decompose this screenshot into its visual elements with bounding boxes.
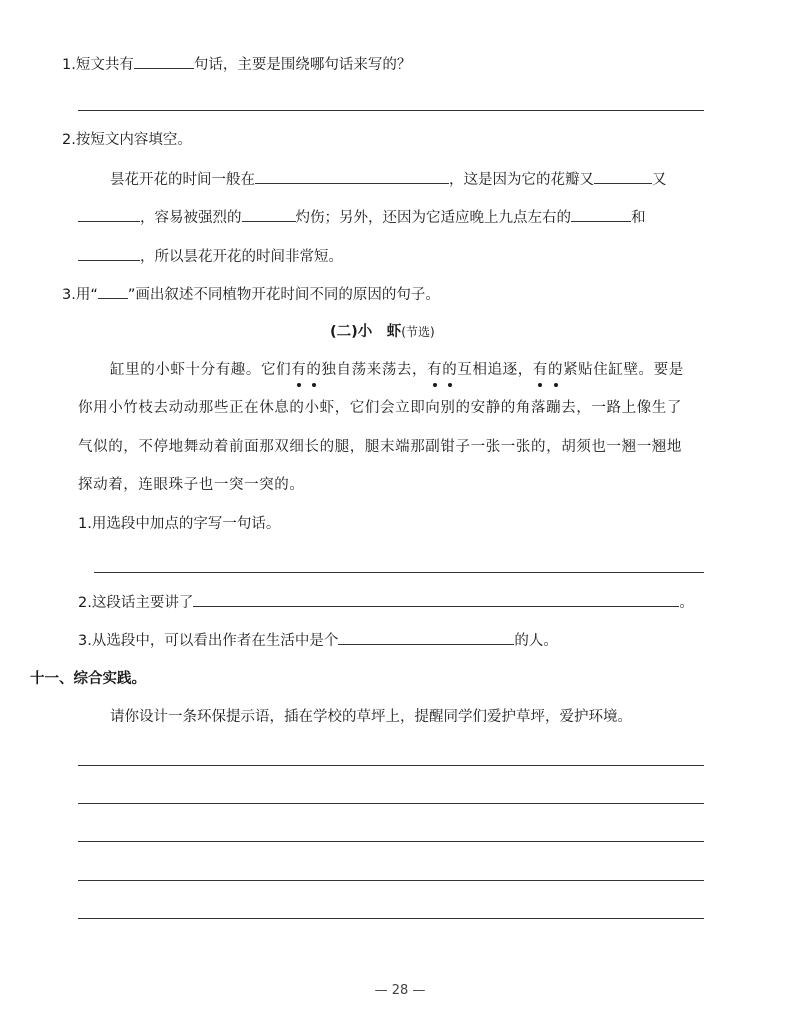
answer-blank[interactable] bbox=[255, 169, 449, 184]
question-text: 句话，主要是围绕哪句话来写的？ bbox=[193, 57, 412, 73]
answer-line[interactable] bbox=[78, 765, 704, 766]
answer-blank[interactable] bbox=[134, 54, 194, 69]
underline-sample bbox=[98, 284, 128, 299]
passage-line-1 bbox=[110, 360, 684, 380]
dotted-char: 的 bbox=[442, 362, 458, 378]
fill-text: 又 bbox=[652, 172, 667, 188]
answer-line[interactable] bbox=[78, 880, 704, 881]
answer-blank[interactable] bbox=[193, 592, 679, 607]
fill-text: 和 bbox=[631, 210, 646, 226]
section-note: (节选) bbox=[401, 325, 435, 339]
question-text: 。 bbox=[679, 595, 694, 611]
dotted-char: 有 bbox=[532, 362, 548, 378]
answer-line[interactable] bbox=[78, 841, 704, 842]
question-number: 1. bbox=[78, 516, 92, 532]
sub-question-1 bbox=[78, 514, 280, 534]
dotted-char: 的 bbox=[547, 362, 564, 378]
question-number: 3. bbox=[78, 633, 92, 649]
dotted-char: 有 bbox=[291, 362, 307, 378]
answer-blank[interactable] bbox=[78, 207, 140, 222]
dotted-char: 的 bbox=[306, 362, 322, 378]
answer-line[interactable] bbox=[94, 572, 704, 573]
fill-text: ，这是因为它的花瓣又 bbox=[449, 172, 594, 188]
fill-text: 昙花开花的时间一般在 bbox=[110, 172, 255, 188]
sub-question-3 bbox=[78, 630, 558, 651]
answer-line[interactable] bbox=[78, 110, 704, 111]
section-title bbox=[330, 322, 435, 342]
question-text: 从选段中，可以看出作者在生活中是个 bbox=[91, 633, 339, 649]
question-text: 短文共有 bbox=[75, 57, 134, 73]
section-11-prompt: 请你设计一条环保提示语，插在学校的草坪上，提醒同学们爱护草坪，爱护环境。 bbox=[110, 709, 632, 725]
page-number: — 28 — bbox=[374, 983, 426, 998]
answer-blank[interactable] bbox=[594, 169, 652, 184]
fill-text: ，所以昙花开花的时间非常短。 bbox=[140, 249, 343, 265]
question-text: ”画出叙述不同植物开花时间不同的原因的句子。 bbox=[127, 287, 440, 303]
answer-blank[interactable] bbox=[78, 246, 140, 261]
question-number: 1. bbox=[62, 57, 76, 73]
fill-line-2 bbox=[78, 207, 646, 228]
fill-line-1 bbox=[110, 169, 667, 190]
sub-question-2 bbox=[78, 592, 694, 613]
question-text: 这段话主要讲了 bbox=[91, 595, 194, 611]
passage-text: 独自荡来荡去， bbox=[321, 362, 428, 378]
section-11-title: 十一、综合实践。 bbox=[30, 671, 146, 687]
passage-text: 互相追逐， bbox=[457, 362, 533, 378]
question-text: 按短文内容填空。 bbox=[75, 132, 192, 148]
passage-text: 紧贴住缸壁。要是 bbox=[563, 362, 684, 378]
fill-text: ，容易被强烈的 bbox=[140, 210, 242, 226]
section-title-text: (二)小 虾 bbox=[330, 324, 402, 340]
answer-line[interactable] bbox=[78, 918, 704, 919]
fill-text: 灼伤；另外，还因为它适应晚上九点左右的 bbox=[295, 210, 571, 226]
passage-text: 缸里的小虾十分有趣。它们 bbox=[110, 362, 292, 378]
passage-line-4: 探动着，连眼珠子也一突一突的。 bbox=[78, 477, 305, 493]
passage-line-3: 气似的，不停地舞动着前面那双细长的腿，腿末端那副钳子一张一张的，胡须也一翘一翘地 bbox=[78, 439, 682, 455]
answer-blank[interactable] bbox=[571, 207, 631, 222]
fill-line-3 bbox=[78, 246, 343, 267]
question-text: 用选段中加点的字写一句话。 bbox=[91, 516, 281, 532]
question-number: 2. bbox=[78, 595, 92, 611]
dotted-char: 有 bbox=[427, 362, 443, 378]
question-3 bbox=[62, 284, 440, 305]
question-1 bbox=[62, 54, 411, 75]
passage-line-2: 你用小竹枝去动动那些正在休息的小虾，它们会立即向别的安静的角落蹦去，一路上像生了 bbox=[78, 400, 682, 416]
question-text: 用“ bbox=[75, 287, 98, 303]
answer-blank[interactable] bbox=[338, 630, 514, 645]
question-2 bbox=[62, 130, 192, 150]
answer-blank[interactable] bbox=[242, 207, 296, 222]
question-number: 3. bbox=[62, 287, 76, 303]
answer-line[interactable] bbox=[78, 803, 704, 804]
question-number: 2. bbox=[62, 132, 76, 148]
question-text: 的人。 bbox=[514, 633, 558, 649]
